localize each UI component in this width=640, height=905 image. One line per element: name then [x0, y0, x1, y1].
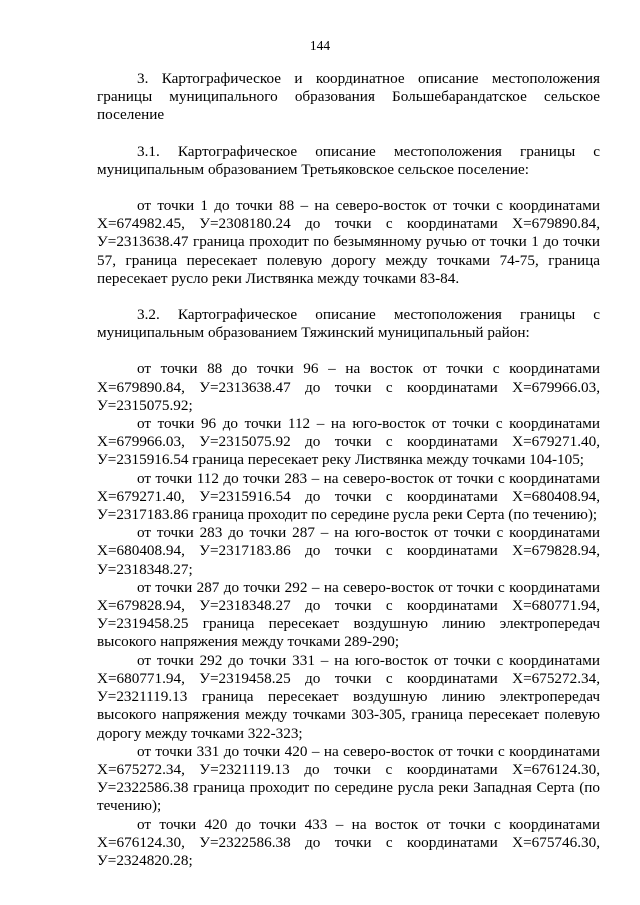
boundary-description: от точки 112 до точки 283 – на северо-восток от точки с координатами Х=679271.40, У=2315916.54 до точки с координатами Х=680408.94, У=2317183.86 граница проходит по середине русла реки Серта (по течению); — [97, 469, 600, 524]
section-3-heading: 3. Картографическое и координатное описание местоположения границы муниципального образования Большебарандатское сельское поселение — [97, 70, 600, 124]
spacer — [97, 288, 600, 306]
section-3-2-heading: 3.2. Картографическое описание местоположения границы с муниципальным образованием Тяжинский муниципальный район: — [97, 306, 600, 342]
boundary-description: от точки 1 до точки 88 – на северо-восток от точки с координатами Х=674982.45, У=2308180.24 до точки с координатами Х=679890.84, У=2313638.47 граница проходит по безымянному ручью от точки 1 до точки 57, граница пересекает полевую дорогу между точками 74-75, граница пересекает русло реки Листвянка между точками 83-84. — [97, 197, 600, 287]
page-number: 144 — [309, 38, 331, 53]
section-3-1-heading: 3.1. Картографическое описание местоположения границы с муниципальным образованием Третьяковское сельское поселение: — [97, 142, 600, 178]
boundary-description: от точки 287 до точки 292 – на северо-восток от точки с координатами Х=679828.94, У=2318348.27 до точки с координатами Х=680771.94, У=2319458.25 граница пересекает воздушную линию электропередач высокого напряжения между точками 289-290; — [97, 578, 600, 651]
boundary-description: от точки 283 до точки 287 – на юго-восток от точки с координатами Х=680408.94, У=2317183.86 до точки с координатами Х=679828.94, У=2318348.27; — [97, 524, 600, 578]
boundary-description: от точки 420 до точки 433 – на восток от точки с координатами Х=676124.30, У=2322586.38 до точки с координатами Х=675746.30, У=2324820.28; — [97, 815, 600, 869]
boundary-description: от точки 88 до точки 96 – на восток от точки с координатами Х=679890.84, У=2313638.47 до точки с координатами Х=679966.03, У=2315075.92; — [97, 360, 600, 414]
boundary-description: от точки 96 до точки 112 – на юго-восток от точки с координатами Х=679966.03, У=2315075.92 до точки с координатами Х=679271.40, У=2315916.54 граница пересекает реку Листвянка между точками 104-105; — [97, 415, 600, 469]
document-body — [97, 70, 600, 870]
boundary-description: от точки 292 до точки 331 – на юго-восток от точки с координатами Х=680771.94, У=2319458.25 до точки с координатами Х=675272.34, У=2321119.13 граница пересекает воздушную линию электропередач высокого напряжения между точками 303-305, граница пересекает полевую дорогу между точками 322-323; — [97, 651, 600, 742]
boundary-description: от точки 331 до точки 420 – на северо-восток от точки с координатами Х=675272.34, У=2321119.13 до точки с координатами Х=676124.30, У=2322586.38 граница проходит по середине русла реки Западная Серта (по течению); — [97, 742, 600, 815]
